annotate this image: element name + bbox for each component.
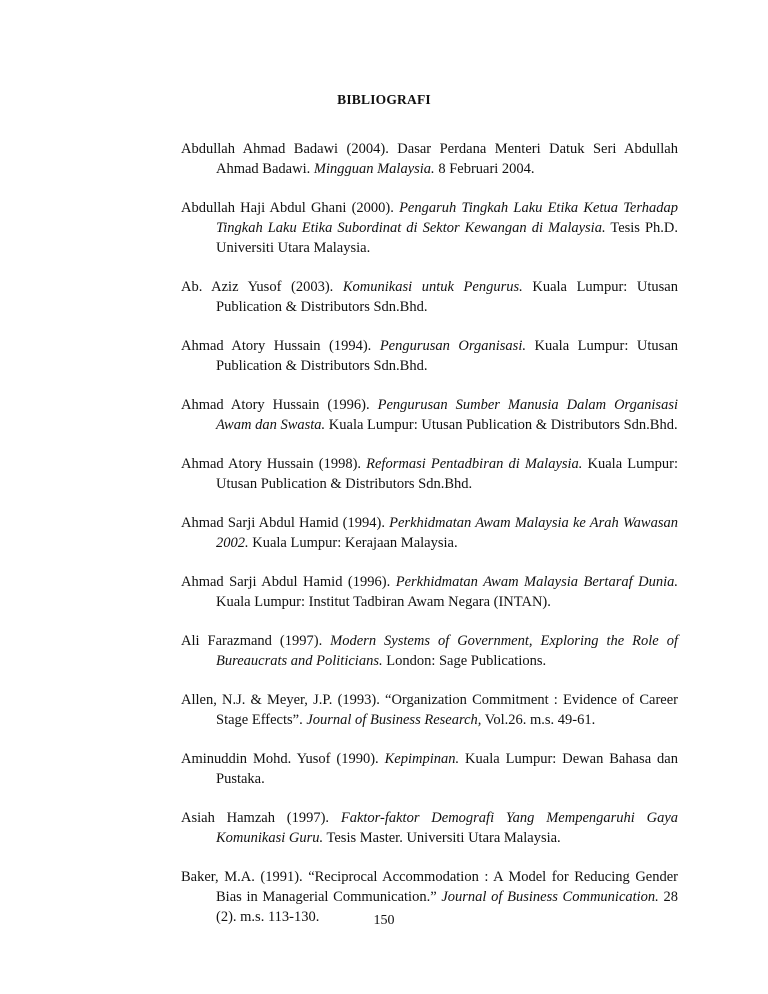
- entry-text: Kuala Lumpur: Utusan Publication & Distributors Sdn.Bhd.: [325, 417, 678, 433]
- bibliography-entry: [181, 749, 678, 789]
- bibliography-entry: [181, 395, 678, 435]
- entry-text: Ab. Aziz Yusof (2003).: [181, 279, 343, 295]
- entry-text: 8 Februari 2004.: [434, 161, 535, 177]
- entry-text: Vol.26. m.s. 49-61.: [481, 712, 596, 728]
- entry-text: Kuala Lumpur: Utusan Publication & Distributors Sdn.Bhd.: [216, 456, 678, 492]
- entry-text: Ahmad Atory Hussain (1994).: [181, 338, 380, 354]
- entry-title-italic: Komunikasi untuk Pengurus.: [342, 279, 523, 295]
- entry-text: Asiah Hamzah (1997).: [181, 810, 341, 826]
- entry-text: Ahmad Sarji Abdul Hamid (1994).: [181, 515, 390, 531]
- entry-text: Aminuddin Mohd. Yusof (1990).: [181, 751, 385, 767]
- page-title: BIBLIOGRAFI: [337, 92, 431, 107]
- entry-title-italic: Mingguan Malaysia.: [313, 161, 435, 177]
- entry-title-italic: Pengaruh Tingkah Laku Etika Ketua Terhadap Tingkah Laku Etika Subordinat di Sektor Kewangan di Malaysia.: [216, 200, 678, 236]
- bibliography-entry: [181, 198, 678, 258]
- entry-text: Tesis Ph.D. Universiti Utara Malaysia.: [216, 220, 678, 256]
- entry-text: Ahmad Atory Hussain (1998).: [181, 456, 367, 472]
- bibliography-entry: [181, 631, 678, 671]
- entry-title-italic: Faktor-faktor Demografi Yang Mempengaruhi Gaya Komunikasi Guru.: [216, 810, 679, 846]
- bibliography-entry: [181, 139, 678, 179]
- entry-title-italic: Reformasi Pentadbiran di Malaysia.: [366, 456, 583, 472]
- entry-text: Ahmad Sarji Abdul Hamid (1996).: [181, 574, 396, 590]
- bibliography-entry: [181, 336, 678, 376]
- entry-text: Abdullah Haji Abdul Ghani (2000).: [181, 200, 400, 216]
- entry-title-italic: Pengurusan Organisasi.: [379, 338, 526, 354]
- entry-text: Baker, M.A. (1991). “Reciprocal Accommodation : A Model for Reducing Gender Bias in Managerial Communication.”: [181, 869, 678, 905]
- entry-text: Kuala Lumpur: Dewan Bahasa dan Pustaka.: [216, 751, 678, 787]
- entry-title-italic: Kepimpinan.: [384, 751, 460, 767]
- bibliography-entry: [181, 572, 678, 612]
- page-number: 150: [373, 913, 395, 928]
- entry-text: London: Sage Publications.: [382, 653, 547, 669]
- bibliography-entry: [181, 513, 678, 553]
- entry-text: Allen, N.J. & Meyer, J.P. (1993). “Organization Commitment : Evidence of Career Stage Effects”.: [181, 692, 678, 728]
- entry-text: Ali Farazmand (1997).: [181, 633, 331, 649]
- bibliography-entry: [181, 277, 678, 317]
- bibliography-list: [181, 139, 678, 946]
- entry-title-italic: Journal of Business Communication.: [441, 889, 659, 905]
- entry-text: Ahmad Atory Hussain (1996).: [181, 397, 378, 413]
- entry-text: Kuala Lumpur: Utusan Publication & Distributors Sdn.Bhd.: [216, 338, 679, 374]
- bibliography-entry: [181, 690, 678, 730]
- bibliography-entry: [181, 808, 678, 848]
- entry-title-italic: Perkhidmatan Awam Malaysia ke Arah Wawasan 2002.: [216, 515, 678, 551]
- entry-text: Tesis Master. Universiti Utara Malaysia.: [323, 830, 561, 846]
- entry-title-italic: Pengurusan Sumber Manusia Dalam Organisasi Awam dan Swasta.: [216, 397, 678, 433]
- entry-text: 28 (2). m.s. 113-130.: [216, 889, 679, 925]
- entry-text: Abdullah Ahmad Badawi (2004). Dasar Perdana Menteri Datuk Seri Abdullah Ahmad Badawi.: [181, 141, 678, 177]
- bibliography-entry: [181, 454, 678, 494]
- entry-text: Kuala Lumpur: Institut Tadbiran Awam Negara (INTAN).: [216, 594, 551, 610]
- entry-title-italic: Perkhidmatan Awam Malaysia Bertaraf Dunia.: [395, 574, 678, 590]
- entry-title-italic: Journal of Business Research,: [306, 712, 482, 728]
- entry-title-italic: Modern Systems of Government, Exploring the Role of Bureaucrats and Politicians.: [216, 633, 678, 669]
- entry-text: Kuala Lumpur: Kerajaan Malaysia.: [248, 535, 458, 551]
- entry-text: Kuala Lumpur: Utusan Publication & Distributors Sdn.Bhd.: [216, 279, 678, 315]
